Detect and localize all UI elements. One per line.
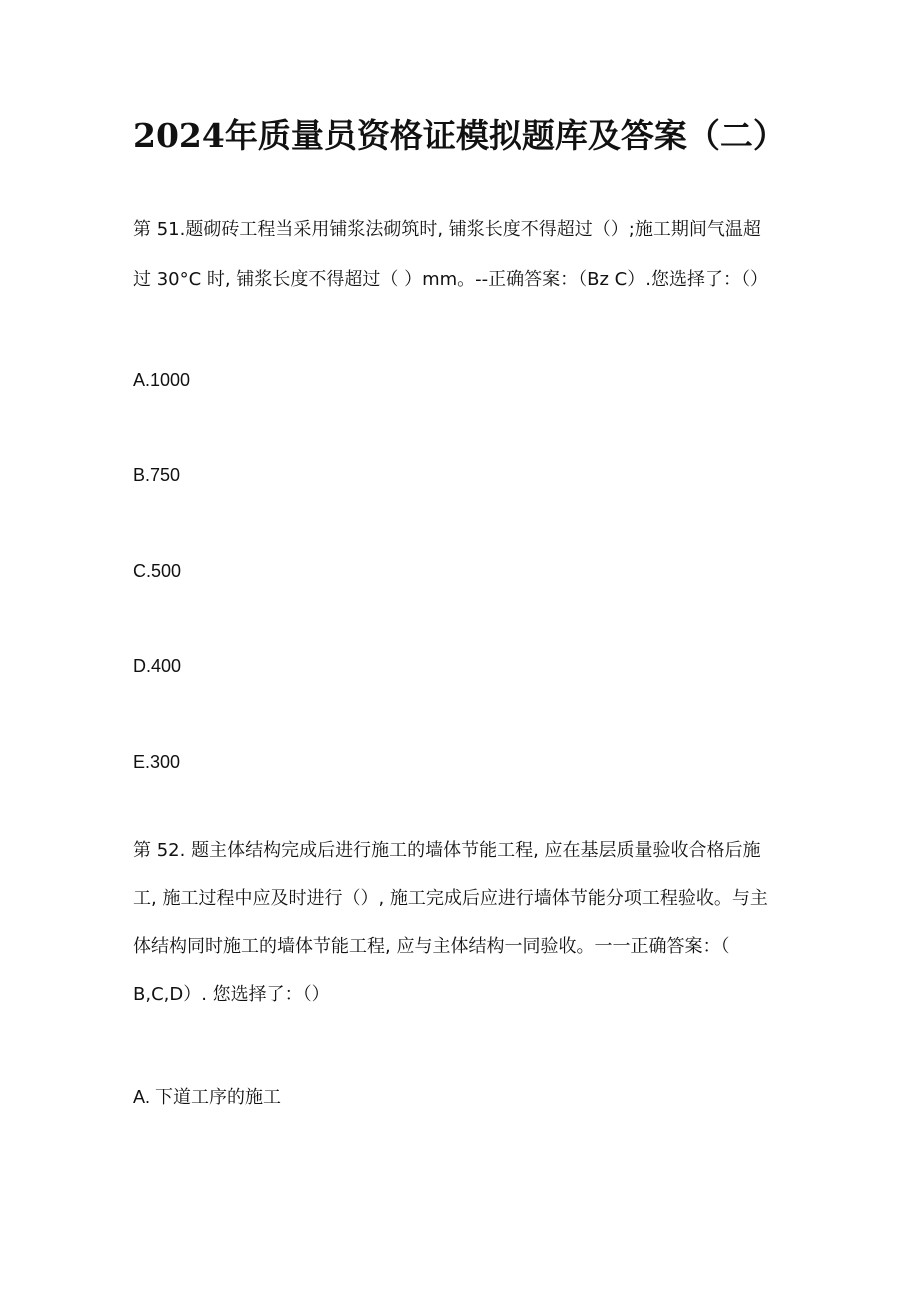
question-51-line-2: 过 30°C 时, 铺浆长度不得超过（ ）mm。--正确答案：（Bz C）.您选择了：（） (133, 269, 768, 290)
question-52-option-a: A. 下道工序的施工 (133, 1087, 282, 1107)
question-51-line-1: 第 51.题砌砖工程当采用铺浆法砌筑时, 铺浆长度不得超过（）;施工期间气温超 (133, 219, 761, 240)
question-51-stem (133, 214, 793, 295)
question-52-line-2: 工, 施工过程中应及时进行（）, 施工完成后应进行墙体节能分项工程验收。与主 (133, 888, 768, 909)
question-52-line-1: 第 52. 题主体结构完成后进行施工的墙体节能工程, 应在基层质量验收合格后施 (133, 840, 761, 861)
question-51-option-a: A.1000 (133, 370, 191, 390)
document-title: 2024年质量员资格证模拟题库及答案（二） (133, 116, 786, 155)
question-52-line-4: B,C,D）. 您选择了：（） (133, 984, 330, 1005)
question-52-stem (133, 835, 793, 1010)
question-52-line-3: 体结构同时施工的墙体节能工程, 应与主体结构一同验收。一一正确答案：（ (133, 936, 730, 957)
question-51-option-e: E.300 (133, 752, 181, 772)
question-51-option-c: C.500 (133, 561, 182, 581)
question-51-option-b: B.750 (133, 465, 181, 485)
question-51-option-d: D.400 (133, 656, 182, 676)
